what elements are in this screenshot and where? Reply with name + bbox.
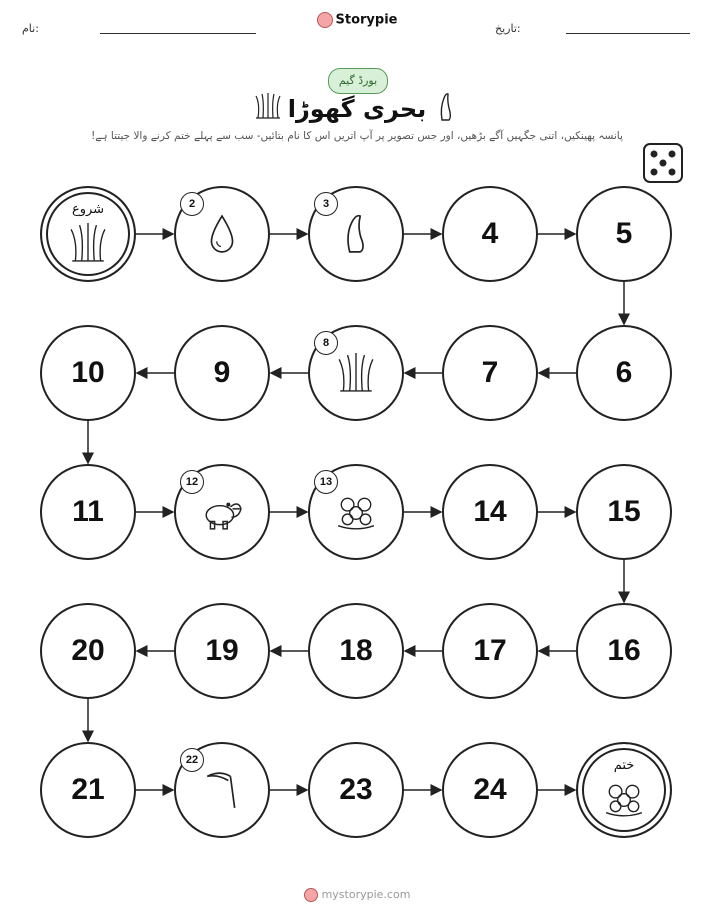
name-label: نام: bbox=[22, 22, 39, 35]
space-number: 11 bbox=[72, 495, 104, 528]
space-number: 10 bbox=[71, 356, 105, 389]
space-number-badge: 2 bbox=[180, 192, 204, 216]
board-space-10 bbox=[40, 325, 136, 421]
hippo-group-icon bbox=[604, 779, 644, 819]
board-space-13 bbox=[308, 464, 404, 560]
space-number: 14 bbox=[473, 495, 507, 528]
board-space-8 bbox=[308, 325, 404, 421]
board-space-16 bbox=[576, 603, 672, 699]
hippo-icon bbox=[202, 492, 242, 532]
space-number-badge: 22 bbox=[180, 748, 204, 772]
board-space-1 bbox=[40, 186, 136, 282]
board-space-11 bbox=[40, 464, 136, 560]
board-space-17 bbox=[442, 603, 538, 699]
board-space-5 bbox=[576, 186, 672, 282]
space-number-badge: 12 bbox=[180, 470, 204, 494]
board-space-22 bbox=[174, 742, 270, 838]
board-space-19 bbox=[174, 603, 270, 699]
space-number-badge: 3 bbox=[314, 192, 338, 216]
grass-icon bbox=[336, 353, 376, 393]
space-number: 5 bbox=[615, 217, 633, 250]
date-label: تاریخ: bbox=[495, 22, 521, 35]
space-number: 24 bbox=[473, 773, 507, 806]
storypie-logo-icon bbox=[304, 888, 318, 902]
board-space-18 bbox=[308, 603, 404, 699]
footer bbox=[0, 888, 714, 902]
instructions-text: پانسہ پھینکیں، اتنی جگہیں آگے بڑھیں، اور جس تصویر پر آپ اتریں اس کا نام بتائیں- سب سے پہلے ختم کرنے والا جیتتا ہے! bbox=[91, 130, 623, 142]
board-space-14 bbox=[442, 464, 538, 560]
board-game-badge: بورڈ گیم bbox=[328, 68, 388, 94]
space-number: 6 bbox=[615, 356, 633, 389]
scythe-icon bbox=[202, 770, 242, 810]
brand-name: Storypie bbox=[335, 12, 398, 28]
page-title: بحری گھوڑا bbox=[287, 95, 427, 123]
board-space-23 bbox=[308, 742, 404, 838]
space-number: 4 bbox=[481, 217, 499, 250]
start-label: شروع bbox=[71, 202, 105, 217]
hippo-group-icon bbox=[336, 492, 376, 532]
space-number: 23 bbox=[339, 773, 373, 806]
space-number: 16 bbox=[607, 634, 641, 667]
board-space-15 bbox=[576, 464, 672, 560]
space-number-badge: 13 bbox=[314, 470, 338, 494]
board-space-2 bbox=[174, 186, 270, 282]
board-space-6 bbox=[576, 325, 672, 421]
space-number: 17 bbox=[473, 634, 507, 667]
space-number: 20 bbox=[71, 634, 105, 667]
board-space-4 bbox=[442, 186, 538, 282]
space-number: 9 bbox=[213, 356, 231, 389]
board-space-3 bbox=[308, 186, 404, 282]
grass-icon bbox=[68, 223, 108, 263]
board-space-7 bbox=[442, 325, 538, 421]
board-space-12 bbox=[174, 464, 270, 560]
water-drop-icon bbox=[202, 214, 242, 254]
finish-label: ختم bbox=[613, 758, 635, 773]
board-space-20 bbox=[40, 603, 136, 699]
space-number: 19 bbox=[205, 634, 239, 667]
board-space-25 bbox=[576, 742, 672, 838]
board-space-9 bbox=[174, 325, 270, 421]
tooth-icon bbox=[336, 214, 376, 254]
space-number: 7 bbox=[481, 356, 499, 389]
space-number: 21 bbox=[71, 773, 105, 806]
space-number: 15 bbox=[607, 495, 641, 528]
space-number: 18 bbox=[339, 634, 373, 667]
board-space-24 bbox=[442, 742, 538, 838]
footer-url: mystorypie.com bbox=[321, 888, 411, 901]
space-number-badge: 8 bbox=[314, 331, 338, 355]
board-space-21 bbox=[40, 742, 136, 838]
